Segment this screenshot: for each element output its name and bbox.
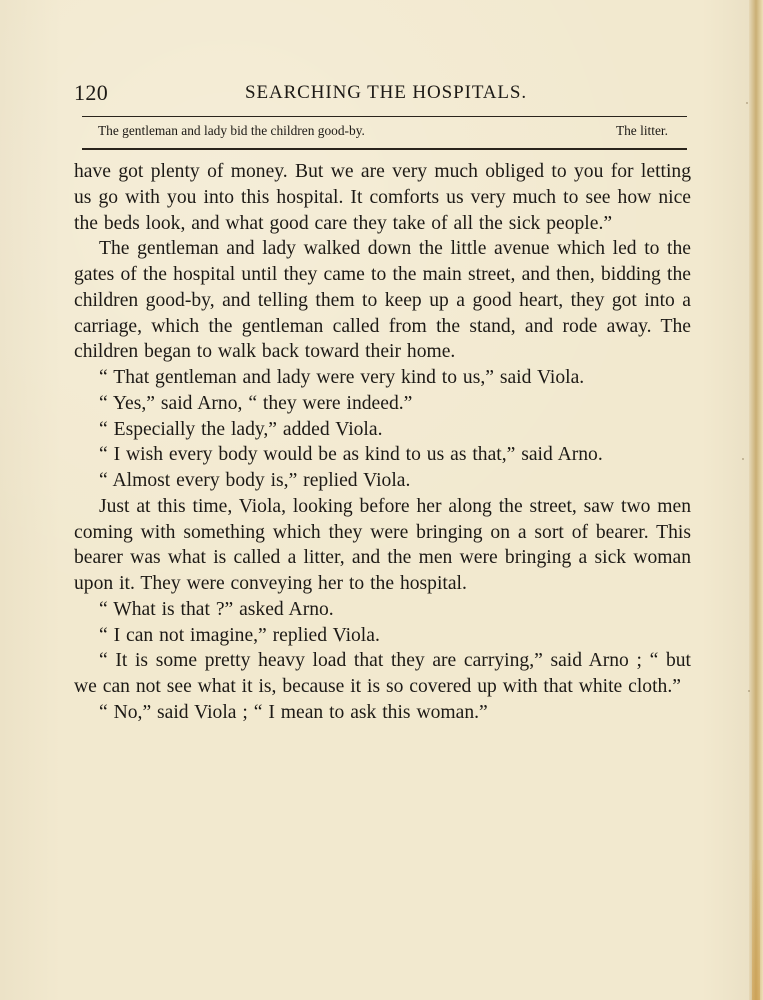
page-header: [74, 80, 689, 108]
paragraph-5: “ Especially the lady,” added Viola.: [99, 418, 383, 440]
paragraph-2: The gentleman and lady walked down the little avenue which led to the gates of the hospital until they came to the main street, and then, bidding the children good-by, and telling them to keep up a good heart, they got into a carriage, which the gentleman called from the stand, and rode away. The children began to walk back toward their home.: [74, 238, 691, 363]
caption-right: The litter.: [615, 123, 668, 138]
paragraph-8: Just at this time, Viola, looking before her along the street, saw two men coming with something which they were bringing on a sort of bearer. This bearer was what is called a litter, and the men were bringing a sick woman upon it. They were conveying her to the hospital.: [74, 495, 691, 594]
paper-speck: [746, 102, 748, 104]
paragraph-11: “ It is some pretty heavy load that they are carrying,” said Arno ; “ but we can not see what it is, because it is so covered up with that white cloth.”: [74, 650, 691, 697]
paragraph-7: “ Almost every body is,” replied Viola.: [99, 470, 411, 491]
running-head: SEARCHING THE HOSPITALS.: [245, 82, 528, 103]
paragraph-4: “ Yes,” said Arno, “ they were indeed.”: [99, 392, 413, 414]
page-number: 120: [74, 80, 109, 105]
paragraph-10: “ I can not imagine,” replied Viola.: [99, 624, 380, 646]
paragraph-6: “ I wish every body would be as kind to us as that,” said Arno.: [99, 444, 603, 466]
header-rule-bottom: [82, 148, 687, 150]
caption-left: The gentleman and lady bid the children good-by.: [98, 123, 365, 138]
paragraph-9: “ What is that ?” asked Arno.: [99, 598, 334, 620]
paragraph-1: have got plenty of money. But we are very much obliged to you for letting us go with you into this hospital. It comforts us very much to see how nice the beds look, and what good care they take of all the sick people.”: [74, 161, 691, 234]
paragraph-3: “ That gentleman and lady were very kind to us,” said Viola.: [99, 367, 585, 388]
body-text: [74, 159, 691, 726]
header-rule-top: [82, 116, 687, 117]
paper-speck: [748, 690, 750, 692]
paragraph-12: “ No,” said Viola ; “ I mean to ask this woman.”: [99, 701, 488, 723]
illustration-captions: [98, 123, 668, 141]
paper-edge: [749, 0, 763, 1000]
paper-speck: [742, 458, 744, 460]
